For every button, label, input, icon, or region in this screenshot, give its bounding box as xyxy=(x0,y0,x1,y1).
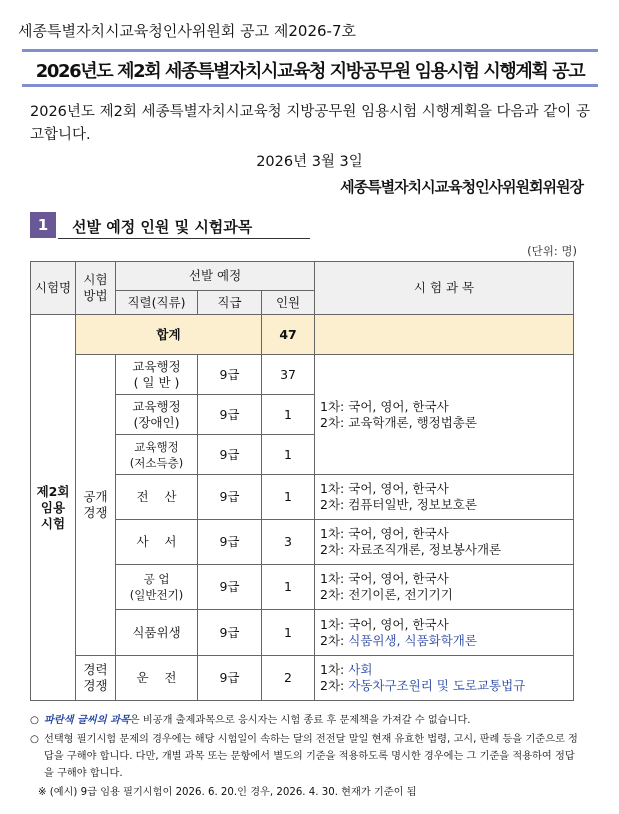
header-position: 직렬(직류) xyxy=(116,291,198,315)
count-cell: 1 xyxy=(262,475,315,520)
count-cell: 1 xyxy=(262,565,315,610)
title-bottom-rule xyxy=(22,84,598,87)
page-title: 2026년도 제2회 세종특별자치시교육청 지방공무원 임용시험 시행계획 공고 xyxy=(35,61,585,82)
intro-paragraph: 2026년도 제2회 세종특별자치시교육청 지방공무원 임용시험 시행계획을 다음과 같이 공고합니다. xyxy=(30,104,590,143)
subjects-cell xyxy=(315,475,574,520)
position-cell: 교육행정 ( 일 반 ) xyxy=(116,355,198,395)
section-number-badge: 1 xyxy=(30,212,56,238)
subject-line: 2차: 전기이론, 전기기기 xyxy=(320,587,453,602)
announcement-date: 2026년 3월 3일 xyxy=(256,154,363,170)
subject-line: 2차: 자동차구조원리 및 도로교통법규 xyxy=(320,678,526,693)
notice-number: 세종특별자치시교육청인사위원회 공고 제2026-7호 xyxy=(18,22,356,40)
position-cell: 공 업 (일반전기) xyxy=(116,565,198,610)
grade-cell: 9급 xyxy=(198,656,262,701)
subject-line: 2차: 식품위생, 식품화학개론 xyxy=(320,632,477,648)
grade-cell: 9급 xyxy=(198,520,262,565)
subject-line: 1차: 국어, 영어, 한국사 xyxy=(320,398,449,414)
subject-line: 1차: 국어, 영어, 한국사 xyxy=(320,571,449,586)
exam-name-cell: 제2회 임용 시험 xyxy=(31,315,76,701)
total-subjects xyxy=(315,315,574,355)
subject-line: 2차: 교육학개론, 행정법총론 xyxy=(320,414,477,430)
position-cell: 운 전 xyxy=(116,656,198,701)
title-top-rule xyxy=(22,49,598,52)
grade-cell: 9급 xyxy=(198,565,262,610)
subject-line: 1차: 국어, 영어, 한국사 xyxy=(320,616,449,632)
section-underline xyxy=(58,238,310,239)
header-exam-name: 시험명 xyxy=(31,262,76,315)
total-label: 합계 xyxy=(76,315,262,355)
position-cell: 교육행정 (장애인) xyxy=(116,395,198,435)
header-exam-method: 시험 방법 xyxy=(76,262,116,315)
count-cell: 1 xyxy=(262,435,315,475)
subject-line: 1차: 국어, 영어, 한국사 xyxy=(320,481,449,496)
header-grade: 직급 xyxy=(198,291,262,315)
closed-subject-text: 식품위생, 식품화학개론 xyxy=(348,632,477,648)
subjects-cell xyxy=(315,355,574,475)
table-row xyxy=(31,355,574,395)
grade-cell: 9급 xyxy=(198,475,262,520)
table-row xyxy=(31,656,574,701)
unit-label: (단위: 명) xyxy=(527,244,577,258)
section-title: 선발 예정 인원 및 시험과목 xyxy=(72,218,253,236)
subjects-cell xyxy=(315,520,574,565)
subjects-cell xyxy=(315,565,574,610)
count-cell: 3 xyxy=(262,520,315,565)
count-cell: 37 xyxy=(262,355,315,395)
position-cell: 사 서 xyxy=(116,520,198,565)
bullet-icon: ○ xyxy=(30,715,39,726)
grade-cell: 9급 xyxy=(198,355,262,395)
note-item xyxy=(30,731,580,782)
header-count: 인원 xyxy=(262,291,315,315)
total-count: 47 xyxy=(262,315,315,355)
bullet-icon: ○ xyxy=(30,734,39,745)
header-subjects: 시 험 과 목 xyxy=(315,262,574,315)
note-highlight: 파란색 글씨의 과목 xyxy=(44,715,130,726)
subjects-cell xyxy=(315,610,574,656)
position-cell: 교육행정 (저소득층) xyxy=(116,435,198,475)
position-cell: 식품위생 xyxy=(116,610,198,656)
subject-line: 1차: 국어, 영어, 한국사 xyxy=(320,526,449,541)
subject-line: 1차: 사회 xyxy=(320,662,373,677)
note-example: ※ (예시) 9급 임용 필기시험이 2026. 6. 20.인 경우, 2026. 4. 30. 현재가 기준이 됨 xyxy=(38,787,417,798)
note-item xyxy=(30,712,580,729)
note-text: 선택형 필기시험 문제의 경우에는 해당 시험일이 속하는 달의 전전달 말일 현재 유효한 법령, 고시, 판례 등을 기준으로 정답을 구해야 합니다. 다만, 개별 과목 또는 문항에서 별도의 기준을 적용하도록 명시한 경우에는 그 기준을 적용하여 정답을 구해야 합니다. xyxy=(44,734,578,779)
grade-cell: 9급 xyxy=(198,395,262,435)
closed-subject-text: 사회 xyxy=(348,662,373,677)
count-cell: 1 xyxy=(262,610,315,656)
count-cell: 1 xyxy=(262,395,315,435)
count-cell: 2 xyxy=(262,656,315,701)
note-text: 은 비공개 출제과목으로 응시자는 시험 종료 후 문제책을 가져갈 수 없습니다. xyxy=(129,715,471,726)
header-selection: 선발 예정 xyxy=(116,262,315,291)
method-career-cell: 경력 경쟁 xyxy=(76,656,116,701)
closed-subject-text: 자동차구조원리 및 도로교통법규 xyxy=(348,678,526,693)
grade-cell: 9급 xyxy=(198,435,262,475)
method-open-cell: 공개 경쟁 xyxy=(76,355,116,656)
subject-line: 2차: 자료조직개론, 정보봉사개론 xyxy=(320,542,502,557)
position-cell: 전 산 xyxy=(116,475,198,520)
total-row xyxy=(31,315,574,355)
selection-table xyxy=(30,261,574,701)
grade-cell: 9급 xyxy=(198,610,262,656)
subjects-cell xyxy=(315,656,574,701)
subject-line: 2차: 컴퓨터일반, 정보보호론 xyxy=(320,497,477,512)
notes xyxy=(30,712,580,803)
signature: 세종특별자치시교육청인사위원회위원장 xyxy=(340,178,583,196)
